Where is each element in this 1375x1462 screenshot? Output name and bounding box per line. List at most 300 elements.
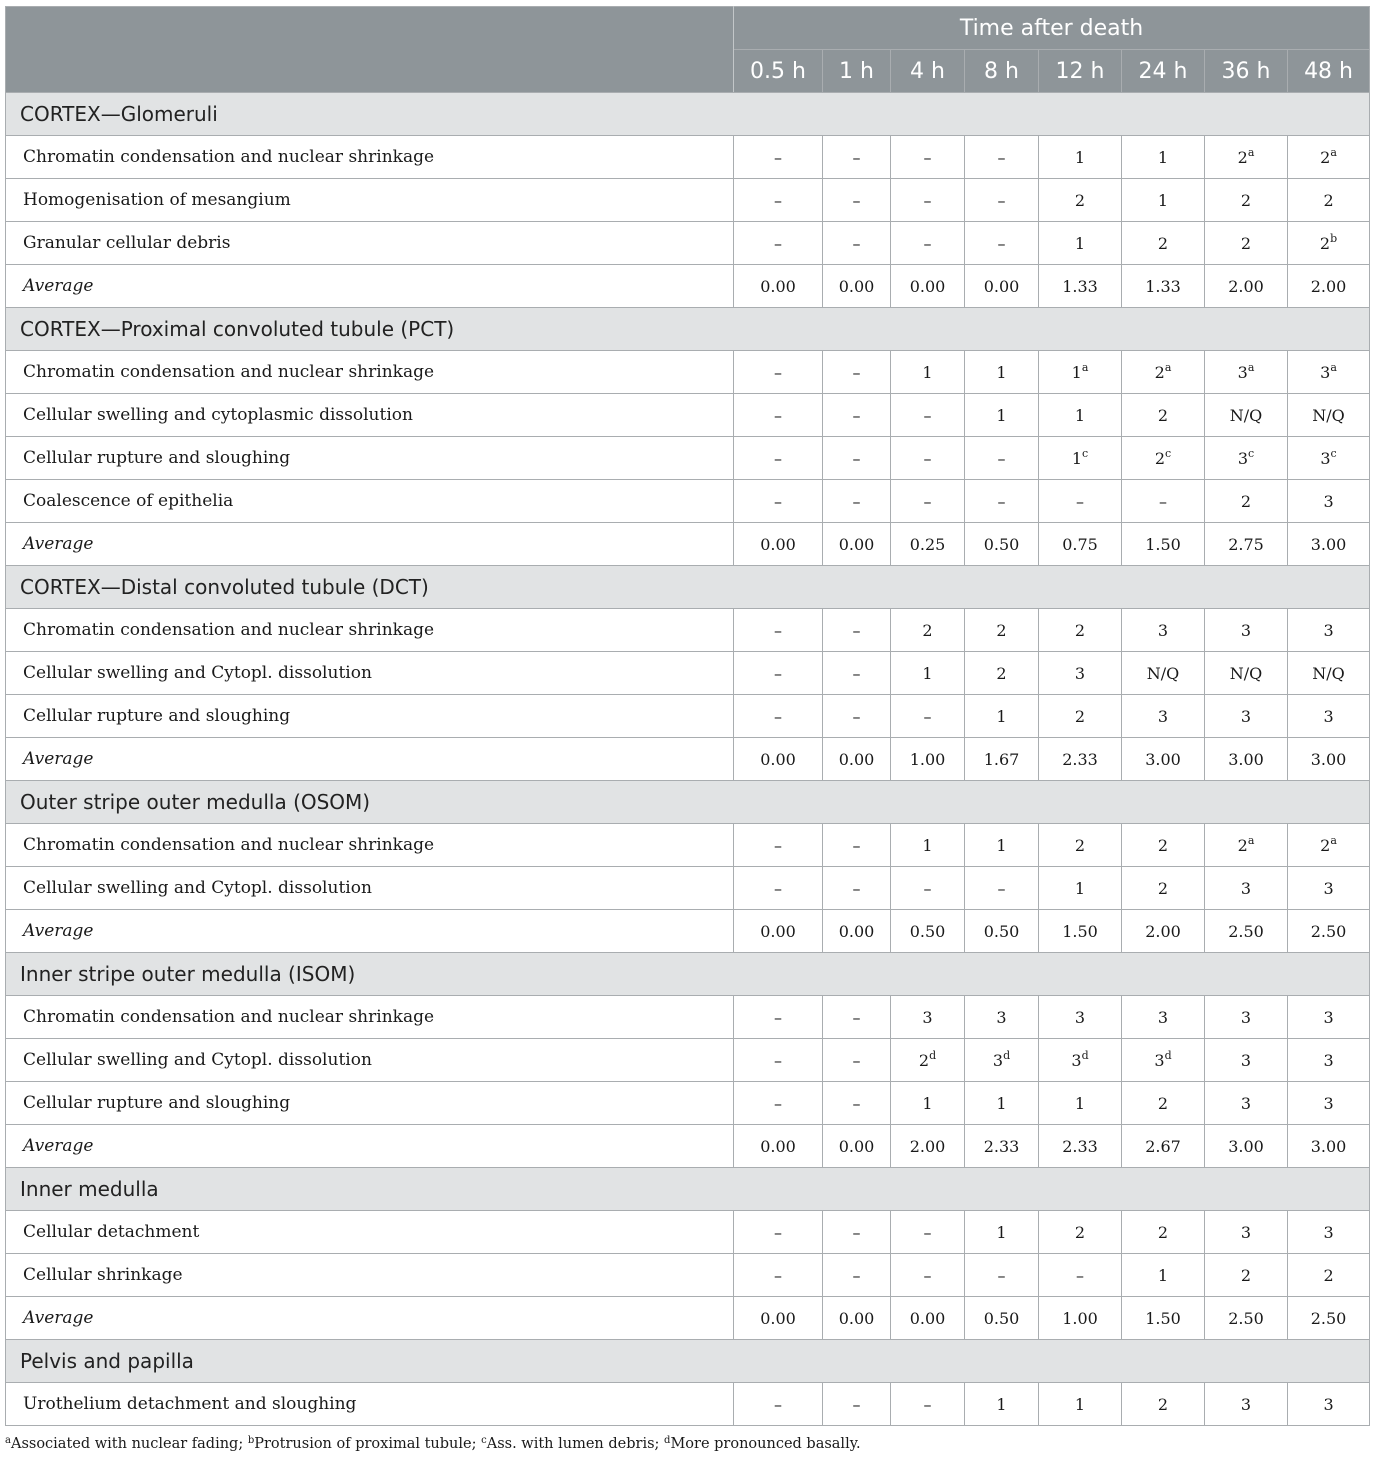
cell-value: 3	[1157, 1007, 1169, 1027]
footnote-marker: a	[1247, 360, 1255, 374]
footnote-marker: c	[1248, 446, 1255, 460]
cell-value: –	[923, 405, 932, 425]
cell-value: 0.00	[909, 276, 946, 296]
table-cell	[734, 1297, 823, 1340]
table-cell	[1288, 1297, 1370, 1340]
footnote-marker: a	[1164, 360, 1172, 374]
cell-value: 0.00	[760, 534, 796, 554]
row-label: Granular cellular debris	[6, 222, 734, 265]
cell-value: 2	[1074, 620, 1086, 640]
table-row	[6, 1211, 1370, 1254]
table-cell	[734, 910, 823, 953]
table-cell	[823, 910, 891, 953]
cell-value: 2	[1157, 405, 1169, 425]
footnote-marker: c	[1165, 446, 1172, 460]
row-label: Cellular detachment	[6, 1211, 734, 1254]
cell-value: 0.50	[983, 534, 1020, 554]
cell-value: –	[852, 362, 861, 382]
cell-value: –	[1076, 1265, 1084, 1285]
table-cell	[734, 437, 823, 480]
section-title: Outer stripe outer medulla (OSOM)	[6, 781, 1370, 824]
row-label: Chromatin condensation and nuclear shrinkage	[6, 609, 734, 652]
cell-value: –	[852, 1050, 861, 1070]
table-row	[6, 179, 1370, 222]
footnote-marker: a	[1330, 360, 1337, 374]
cell-value: 1	[1071, 448, 1082, 468]
cell-value: 1	[1074, 405, 1086, 425]
cell-value: 1	[996, 405, 1007, 425]
table-cell	[1205, 1254, 1288, 1297]
section-title: Inner stripe outer medulla (ISOM)	[6, 953, 1370, 996]
average-row	[6, 523, 1370, 566]
cell-value: 2	[1320, 147, 1331, 167]
table-cell	[1039, 222, 1122, 265]
cell-value: 3.00	[1310, 1136, 1347, 1156]
table-row	[6, 351, 1370, 394]
table-row	[6, 136, 1370, 179]
table-cell	[1039, 996, 1122, 1039]
table-cell	[965, 523, 1039, 566]
table-cell	[734, 824, 823, 867]
cell-value: –	[923, 1265, 932, 1285]
cell-value: 3	[996, 1007, 1007, 1027]
cell-value: 2	[1320, 835, 1331, 855]
row-label: Chromatin condensation and nuclear shrinkage	[6, 136, 734, 179]
table-cell	[823, 222, 891, 265]
time-after-death-header: Time after death	[734, 7, 1370, 50]
table-row	[6, 1082, 1370, 1125]
table-cell	[891, 1297, 965, 1340]
cell-value: 0.00	[838, 534, 875, 554]
cell-value: 1	[996, 1093, 1007, 1113]
cell-value: –	[852, 835, 861, 855]
table-row	[6, 996, 1370, 1039]
table-cell	[734, 867, 823, 910]
cell-value: 3	[1320, 362, 1331, 382]
table-cell	[1122, 179, 1205, 222]
table-cell	[1288, 351, 1370, 394]
cell-value: 1	[1157, 147, 1169, 167]
cell-value: –	[852, 1222, 861, 1242]
cell-value: 2.50	[1228, 921, 1264, 941]
cell-value: 3	[1323, 1093, 1334, 1113]
cell-value: 1	[1074, 233, 1086, 253]
table-cell	[965, 996, 1039, 1039]
cell-value: 3.00	[1310, 534, 1347, 554]
cell-value: –	[997, 147, 1006, 167]
cell-value: 3	[1240, 1050, 1252, 1070]
cell-value: –	[774, 620, 782, 640]
table-cell	[1205, 609, 1288, 652]
cell-value: 2.00	[1310, 276, 1347, 296]
average-row	[6, 1297, 1370, 1340]
table-cell	[1205, 1297, 1288, 1340]
table-cell	[1205, 351, 1288, 394]
table-cell	[891, 351, 965, 394]
table-cell	[965, 695, 1039, 738]
table-cell	[891, 437, 965, 480]
cell-value: –	[923, 878, 932, 898]
table-cell	[965, 867, 1039, 910]
table-cell	[1288, 480, 1370, 523]
cell-value: 2	[922, 620, 933, 640]
column-header: 36 h	[1205, 50, 1288, 93]
row-label: Average	[6, 265, 734, 308]
table-cell	[1205, 867, 1288, 910]
cell-value: 2	[1319, 233, 1331, 253]
table-cell	[965, 1211, 1039, 1254]
cell-value: 1.33	[1062, 276, 1098, 296]
cell-value: 2.33	[1062, 1136, 1098, 1156]
table-cell	[734, 609, 823, 652]
cell-value: 2	[1074, 1222, 1086, 1242]
table-cell	[965, 480, 1039, 523]
cell-value: 2	[1237, 147, 1248, 167]
table-cell	[1288, 523, 1370, 566]
row-label: Cellular swelling and Cytopl. dissolution	[6, 867, 734, 910]
cell-value: 2.50	[1228, 1308, 1264, 1328]
table-cell	[1122, 996, 1205, 1039]
cell-value: 3	[1074, 1007, 1086, 1027]
cell-value: 1.50	[1145, 534, 1181, 554]
footnote-text: More pronounced basally.	[670, 1436, 861, 1452]
cell-value: –	[774, 878, 782, 898]
table-cell	[1039, 695, 1122, 738]
cell-value: –	[774, 362, 782, 382]
table-cell	[1039, 179, 1122, 222]
cell-value: 3	[1240, 1394, 1252, 1414]
table-cell	[823, 996, 891, 1039]
table-cell	[823, 652, 891, 695]
table-cell	[823, 1211, 891, 1254]
cell-value: 0.00	[838, 276, 875, 296]
cell-value: –	[774, 1265, 782, 1285]
cell-value: 3	[1323, 1222, 1334, 1242]
table-cell	[1205, 222, 1288, 265]
cell-value: –	[1076, 491, 1084, 511]
table-cell	[891, 179, 965, 222]
cell-value: –	[774, 190, 782, 210]
table-cell	[734, 265, 823, 308]
cell-value: –	[852, 233, 861, 253]
average-row	[6, 910, 1370, 953]
table-cell	[965, 222, 1039, 265]
cell-value: 1	[1071, 362, 1082, 382]
cell-value: 0.00	[760, 276, 796, 296]
cell-value: 0.00	[838, 749, 875, 769]
cell-value: 3	[1240, 1222, 1252, 1242]
cell-value: –	[774, 1050, 782, 1070]
table-cell	[891, 738, 965, 781]
cell-value: 3.00	[1228, 749, 1264, 769]
table-row	[6, 1039, 1370, 1082]
cell-value: –	[774, 835, 782, 855]
table-cell	[1288, 1211, 1370, 1254]
table-cell	[823, 1082, 891, 1125]
cell-value: –	[852, 1093, 861, 1113]
cell-value: 3	[1323, 1050, 1334, 1070]
cell-value: 2	[996, 620, 1007, 640]
cell-value: 0.00	[760, 1308, 796, 1328]
cell-value: 1.67	[983, 749, 1020, 769]
table-cell	[891, 1125, 965, 1168]
cell-value: 2	[1237, 835, 1248, 855]
table-cell	[823, 1254, 891, 1297]
table-cell	[1288, 824, 1370, 867]
table-cell	[1039, 1297, 1122, 1340]
footnote-mark: c	[481, 1435, 487, 1446]
table-cell	[1288, 437, 1370, 480]
table-cell	[823, 738, 891, 781]
table-cell	[823, 179, 891, 222]
cell-value: 2	[1074, 706, 1086, 726]
table-cell	[823, 136, 891, 179]
cell-value: 2	[918, 1050, 930, 1070]
table-cell	[734, 996, 823, 1039]
table-cell	[1288, 179, 1370, 222]
table-cell	[734, 1254, 823, 1297]
cell-value: 2	[1240, 1265, 1252, 1285]
cell-value: 3	[1157, 620, 1169, 640]
cell-value: 3	[1323, 706, 1334, 726]
row-label: Cellular rupture and sloughing	[6, 1082, 734, 1125]
table-cell	[965, 351, 1039, 394]
table-cell	[1288, 1125, 1370, 1168]
section-header-row	[6, 1168, 1370, 1211]
table-cell	[1205, 1383, 1288, 1426]
table-cell	[1205, 695, 1288, 738]
table-cell	[891, 523, 965, 566]
table-cell	[1205, 265, 1288, 308]
cell-value: 0.50	[983, 1308, 1020, 1328]
cell-value: 0.50	[983, 921, 1020, 941]
cell-value: N/Q	[1312, 405, 1345, 425]
table-cell	[1122, 1039, 1205, 1082]
cell-value: 0.00	[760, 921, 796, 941]
table-cell	[1039, 1254, 1122, 1297]
cell-value: 3	[1240, 620, 1252, 640]
section-title: CORTEX—Glomeruli	[6, 93, 1370, 136]
table-cell	[1288, 1383, 1370, 1426]
table-cell	[1039, 1383, 1122, 1426]
cell-value: 3.00	[1145, 749, 1181, 769]
row-label: Cellular swelling and Cytopl. dissolution	[6, 1039, 734, 1082]
table-cell	[1039, 523, 1122, 566]
cell-value: –	[774, 1222, 782, 1242]
column-header: 1 h	[823, 50, 891, 93]
footnote-marker: c	[1330, 446, 1337, 460]
table-cell	[734, 480, 823, 523]
cell-value: 1	[1157, 1265, 1169, 1285]
column-header: 0.5 h	[734, 50, 823, 93]
table-cell	[965, 265, 1039, 308]
table-cell	[1122, 222, 1205, 265]
table-cell	[734, 136, 823, 179]
table-cell	[965, 738, 1039, 781]
column-header: 48 h	[1288, 50, 1370, 93]
row-label: Chromatin condensation and nuclear shrinkage	[6, 996, 734, 1039]
table-cell	[1288, 222, 1370, 265]
cell-value: –	[852, 1007, 861, 1027]
table-cell	[891, 609, 965, 652]
row-label: Cellular swelling and cytoplasmic dissolution	[6, 394, 734, 437]
table-cell	[1122, 695, 1205, 738]
table-cell	[734, 652, 823, 695]
cell-value: –	[774, 1007, 782, 1027]
cell-value: 0.00	[909, 1308, 946, 1328]
cell-value: –	[852, 190, 861, 210]
table-cell	[1039, 136, 1122, 179]
table-cell	[965, 394, 1039, 437]
footnote-mark: b	[247, 1435, 255, 1446]
table-cell	[823, 867, 891, 910]
table-cell	[823, 1297, 891, 1340]
table-cell	[823, 824, 891, 867]
cell-value: –	[852, 448, 861, 468]
table-cell	[1122, 1254, 1205, 1297]
table-cell	[891, 136, 965, 179]
table-header	[6, 7, 1370, 93]
cell-value: 0.00	[760, 1136, 796, 1156]
cell-value: 1	[1157, 190, 1169, 210]
table-cell	[734, 695, 823, 738]
table-cell	[891, 1211, 965, 1254]
histology-table	[5, 6, 1370, 1426]
cell-value: –	[997, 190, 1006, 210]
table-cell	[891, 824, 965, 867]
table-cell	[891, 222, 965, 265]
average-row	[6, 1125, 1370, 1168]
table-cell	[1039, 394, 1122, 437]
table-cell	[1122, 351, 1205, 394]
table-cell	[734, 179, 823, 222]
cell-value: –	[997, 233, 1006, 253]
table-cell	[965, 437, 1039, 480]
footnote-marker: b	[1330, 231, 1338, 245]
cell-value: 1	[996, 362, 1007, 382]
table-cell	[734, 394, 823, 437]
table-cell	[1039, 824, 1122, 867]
row-label: Average	[6, 738, 734, 781]
section-header-row	[6, 953, 1370, 996]
table-cell	[1039, 437, 1122, 480]
table-cell	[823, 609, 891, 652]
table-cell	[1205, 996, 1288, 1039]
footnote-marker: c	[1082, 446, 1089, 460]
table-cell	[1039, 609, 1122, 652]
table-cell	[1122, 136, 1205, 179]
cell-value: 2	[1323, 190, 1334, 210]
footnote-text: Protrusion of proximal tubule;	[254, 1436, 482, 1452]
cell-value: 0.00	[838, 921, 875, 941]
table-cell	[891, 1082, 965, 1125]
table-cell	[823, 265, 891, 308]
table-cell	[1288, 1039, 1370, 1082]
footnote-marker: d	[1081, 1048, 1089, 1062]
cell-value: 1.00	[1062, 1308, 1098, 1328]
table-cell	[1122, 609, 1205, 652]
cell-value: 3	[1154, 1050, 1165, 1070]
section-header-row	[6, 93, 1370, 136]
cell-value: 2	[1154, 448, 1165, 468]
footnote-marker: a	[1330, 145, 1337, 159]
cell-value: 2.67	[1145, 1136, 1181, 1156]
table-cell	[823, 351, 891, 394]
cell-value: 3	[992, 1050, 1004, 1070]
table-cell	[1288, 738, 1370, 781]
cell-value: 2.33	[983, 1136, 1020, 1156]
cell-value: –	[774, 448, 782, 468]
header-corner	[6, 7, 734, 93]
table-cell	[891, 394, 965, 437]
cell-value: 1	[996, 1394, 1007, 1414]
table-body	[6, 93, 1370, 1426]
cell-value: 3	[922, 1007, 933, 1027]
cell-value: –	[774, 1394, 782, 1414]
cell-value: 1	[996, 835, 1007, 855]
cell-value: –	[852, 663, 861, 683]
cell-value: 1.50	[1062, 921, 1098, 941]
table-cell	[734, 351, 823, 394]
table-cell	[965, 1125, 1039, 1168]
table-cell	[891, 1254, 965, 1297]
table-cell	[1205, 910, 1288, 953]
table-cell	[1039, 867, 1122, 910]
cell-value: 3	[1074, 663, 1086, 683]
cell-value: –	[774, 405, 782, 425]
cell-value: 2.75	[1228, 534, 1264, 554]
cell-value: 1	[996, 706, 1007, 726]
table-cell	[1205, 437, 1288, 480]
cell-value: –	[852, 405, 861, 425]
cell-value: 2	[1240, 491, 1252, 511]
table-cell	[823, 394, 891, 437]
cell-value: –	[997, 878, 1006, 898]
table-cell	[1039, 1039, 1122, 1082]
cell-value: –	[774, 706, 782, 726]
table-cell	[965, 910, 1039, 953]
cell-value: –	[923, 706, 932, 726]
table-cell	[891, 867, 965, 910]
cell-value: 1	[922, 1093, 933, 1113]
footnote-marker: a	[1247, 145, 1255, 159]
table-cell	[1122, 1125, 1205, 1168]
cell-value: –	[852, 620, 861, 640]
table-cell	[1122, 910, 1205, 953]
row-label: Cellular rupture and sloughing	[6, 437, 734, 480]
table-cell	[1122, 824, 1205, 867]
table-cell	[734, 1125, 823, 1168]
cell-value: 0.00	[838, 1308, 875, 1328]
cell-value: 2.00	[909, 1136, 946, 1156]
table-cell	[734, 1082, 823, 1125]
cell-value: 3	[1237, 448, 1248, 468]
table-cell	[1288, 1082, 1370, 1125]
cell-value: N/Q	[1229, 405, 1263, 425]
footnote-mark: a	[5, 1435, 11, 1446]
table-cell	[1288, 265, 1370, 308]
cell-value: 2	[1157, 835, 1169, 855]
table-cell	[1288, 609, 1370, 652]
cell-value: 0.75	[1062, 534, 1098, 554]
section-header-row	[6, 1340, 1370, 1383]
cell-value: N/Q	[1312, 663, 1345, 683]
cell-value: –	[923, 147, 932, 167]
section-header-row	[6, 566, 1370, 609]
cell-value: 3	[1320, 448, 1331, 468]
cell-value: 2	[1240, 233, 1252, 253]
cell-value: 3	[1240, 878, 1252, 898]
